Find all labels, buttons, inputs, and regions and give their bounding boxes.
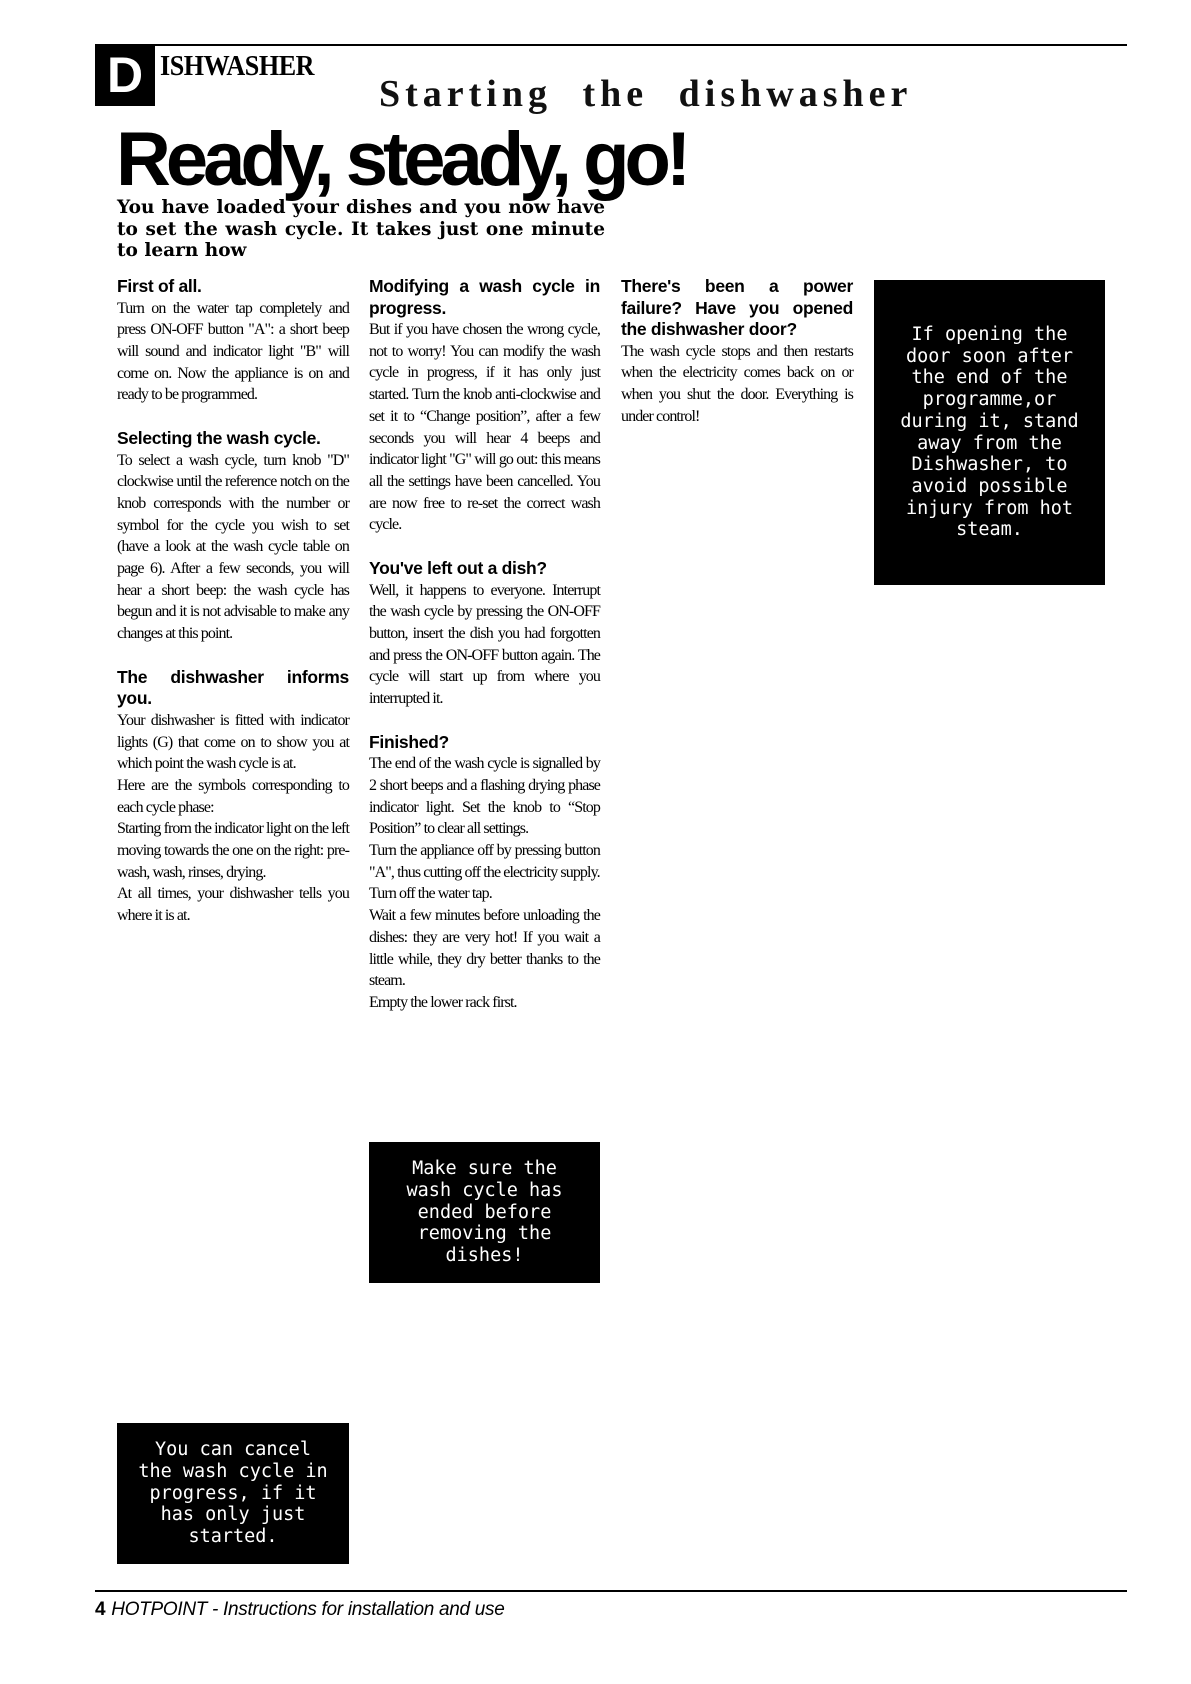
page-subtitle: Starting the dishwasher: [379, 73, 913, 115]
page-footer: [95, 1599, 504, 1621]
footer-text: HOTPOINT - Instructions for installation and use: [111, 1599, 505, 1620]
paragraph-informs-3: Starting from the indicator light on the left moving towards the one on the right: pre-wash, wash, rinses, drying.: [117, 820, 349, 881]
tip-text-cancel-cycle: You can cancel the wash cycle in progress, if it has only just started.: [138, 1439, 328, 1548]
heading-dishwasher-informs: The dishwasher informs you.: [117, 666, 349, 709]
intro-paragraph: You have loaded your dishes and you now have to set the wash cycle. It takes just one minute to learn how: [117, 197, 605, 261]
paragraph-informs-2: Here are the symbols corresponding to each cycle phase:: [117, 776, 349, 816]
paragraph-finished-1: The end of the wash cycle is signalled by 2 short beeps and a flashing drying phase indicator light. Set the knob to “Stop Position” to clear all settings.: [369, 755, 600, 838]
paragraph-informs-1: Your dishwasher is fitted with indicator lights (G) that come on to show you at which point the wash cycle is at.: [117, 711, 349, 773]
page-title: Ready, steady, go!: [116, 117, 687, 202]
warning-box-hot-steam: [874, 280, 1105, 585]
paragraph-first-of-all: Turn on the water tap completely and press ON-OFF button "A": a short beep will sound and indicator light "B" will come on. Now the appliance is on and ready to be programmed.: [117, 299, 349, 404]
paragraph-finished-4: Wait a few minutes before unloading the dishes: they are very hot! If you wait a little while, they dry better thanks to the steam.: [369, 907, 600, 990]
heading-power-failure: There's been a power failure? Have you opened the dishwasher door?: [621, 276, 853, 339]
section-name: ISHWASHER: [160, 50, 315, 82]
section-initial-letter: D: [95, 44, 155, 106]
paragraph-finished-2: Turn the appliance off by pressing button "A", thus cutting off the electricity supply.: [369, 842, 600, 881]
column-3: [621, 276, 853, 427]
bottom-rule: [95, 1590, 1127, 1592]
paragraph-finished-5: Empty the lower rack first.: [369, 993, 517, 1011]
paragraph-power-failure: The wash cycle stops and then restarts when the electricity comes back on or when you shut the door. Everything is under control!: [621, 342, 853, 425]
warning-text-hot-steam: If opening the door soon after the end of the programme,or during it, stand away from the Dishwasher, to avoid possible injury from hot steam.: [900, 323, 1079, 541]
warning-text-cycle-ended: Make sure the wash cycle has ended before removing the dishes!: [406, 1158, 563, 1267]
column-1: [117, 276, 349, 927]
heading-finished: Finished?: [369, 731, 449, 752]
paragraph-informs-4: At all times, your dishwasher tells you where it is at.: [117, 885, 349, 925]
column-2: [369, 276, 600, 1014]
paragraph-modifying-wash-cycle: But if you have chosen the wrong cycle, not to worry! You can modify the wash cycle in progress, if it has only just started. Turn the knob anti-clockwise and set it to “Change position”, after a few seconds you will hear 4 beeps and indicator light "G" will go out: this means all the settings have been cancelled. You are now free to re-set the correct wash cycle.: [369, 321, 600, 534]
paragraph-selecting-wash-cycle: To select a wash cycle, turn knob "D" clockwise until the reference notch on the knob corresponds with the number or symbol for the cycle you wish to set (have a look at the wash cycle table on page 6). After a few seconds, you will hear a short beep: the wash cycle has begun and it is not advisable to make any changes at this point.: [117, 451, 349, 643]
page-number: 4: [95, 1599, 106, 1620]
heading-selecting-wash-cycle: Selecting the wash cycle.: [117, 428, 321, 449]
top-rule: [95, 44, 1127, 46]
tip-box-cancel-cycle: [117, 1423, 349, 1564]
heading-left-out-dish: You've left out a dish?: [369, 558, 547, 579]
heading-first-of-all: First of all.: [117, 276, 202, 296]
paragraph-left-out-dish: Well, it happens to everyone. Interrupt the wash cycle by pressing the ON-OFF button, insert the dish you had forgotten and press the ON-OFF button again. The cycle will start up from where you interrupted it.: [369, 581, 600, 708]
heading-modifying-wash-cycle: Modifying a wash cycle in progress.: [369, 276, 600, 318]
warning-box-cycle-ended: [369, 1142, 600, 1283]
paragraph-finished-3: Turn off the water tap.: [369, 885, 492, 903]
